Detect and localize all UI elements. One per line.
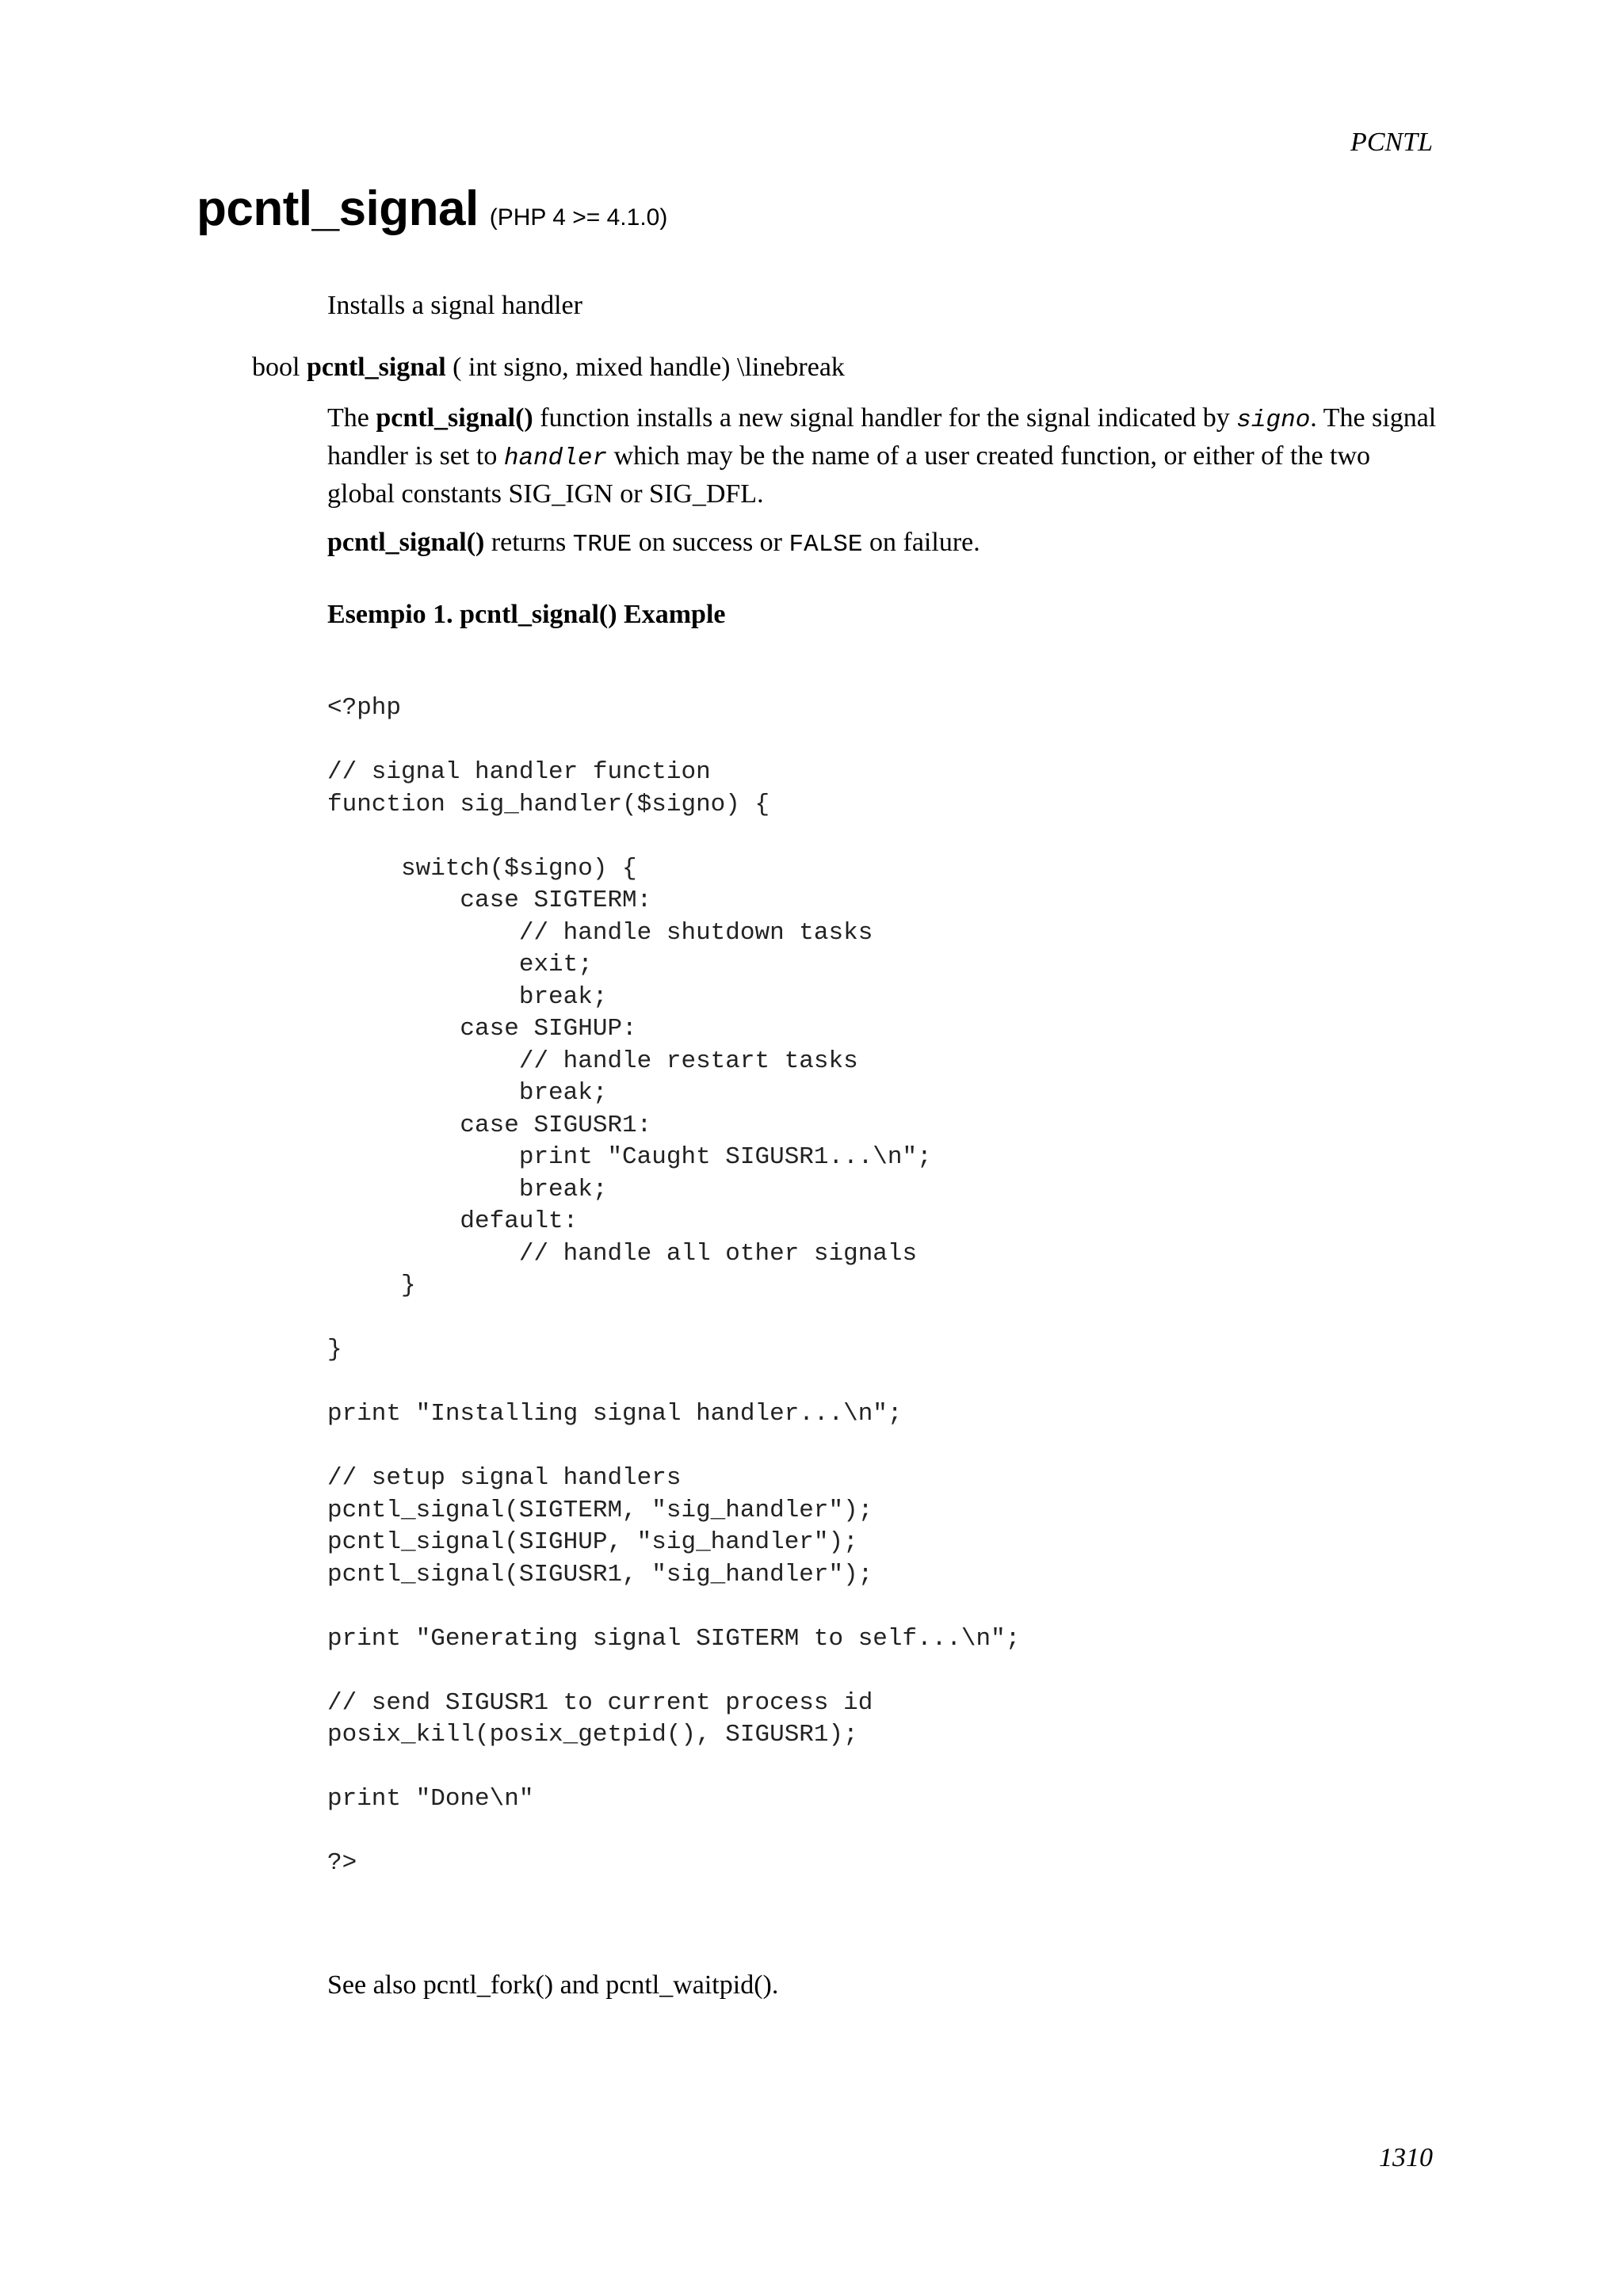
constant-false: FALSE <box>789 531 863 559</box>
desc-text: on success or <box>632 528 789 557</box>
description-paragraph-2 <box>327 524 1437 563</box>
synopsis-params: ( int signo, mixed handle) \linebreak <box>453 353 845 382</box>
description-paragraph-1 <box>327 400 1437 512</box>
page-title: pcntl_signal <box>197 181 479 236</box>
synopsis-function-name: pcntl_signal <box>306 353 446 382</box>
synopsis-return-type: bool <box>252 353 300 382</box>
example-title: Esempio 1. pcntl_signal() Example <box>327 600 726 629</box>
param-handler: handler <box>503 444 608 472</box>
function-reference: pcntl_signal() <box>376 403 533 433</box>
see-also: See also pcntl_fork() and pcntl_waitpid(). <box>327 1970 779 2000</box>
desc-text: on failure. <box>862 528 980 557</box>
desc-text: The <box>327 403 376 433</box>
constant-true: TRUE <box>572 531 632 559</box>
code-example: <?php // signal handler function function sig_handler($signo) { switch($signo) { case SIGTERM: // handle shutdown tasks exit; break; case SIGHUP: // handle restart tasks break; case SIGUSR1: print "Caught SIGUSR1...\n"; break; default: // handle all other signals } } print "Installing signal handler...\n"; // setup signal handlers pcntl_signal(SIGTERM, "sig_handler"); pcntl_signal(SIGHUP, "sig_handler"); pcntl_signal(SIGUSR1, "sig_handler"); print "Generating signal SIGTERM to self...\n"; // send SIGUSR1 to current process id posix_kill(posix_getpid(), SIGUSR1); print "Done\n" ?> <box>327 694 1021 1877</box>
running-header: PCNTL <box>1350 128 1433 157</box>
function-purpose: Installs a signal handler <box>327 291 582 320</box>
version-info: (PHP 4 >= 4.1.0) <box>489 204 668 231</box>
function-title-row <box>197 181 667 237</box>
desc-text: which may be the name of a user created function, or either of the two global constants SIG_IGN or SIG_DFL. <box>327 441 1371 509</box>
function-reference: pcntl_signal() <box>327 528 485 557</box>
function-synopsis <box>252 352 845 383</box>
page-number: 1310 <box>1379 2143 1433 2172</box>
desc-text: function installs a new signal handler for the signal indicated by <box>533 403 1237 433</box>
desc-text: returns <box>484 528 573 557</box>
param-signo: signo <box>1236 406 1311 434</box>
description <box>327 400 1437 575</box>
desc-text: . The signal handler is set to <box>327 403 1437 471</box>
